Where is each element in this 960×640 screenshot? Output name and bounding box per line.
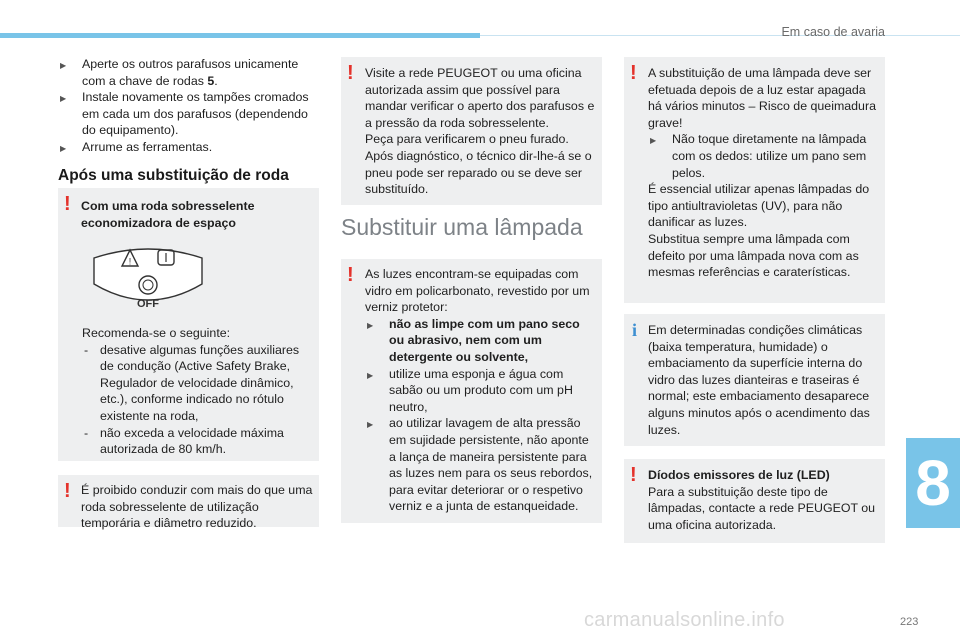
warning-icon: ! — [64, 193, 71, 215]
svg-text:!: ! — [128, 256, 132, 267]
bullet-item: ▶ não as limpe com um pano seco ou abrasivo, nem com um detergente ou solvente, — [365, 316, 595, 366]
warning-title: Díodos emissores de luz (LED) — [648, 468, 830, 482]
warning-box-replacement — [624, 57, 885, 303]
warning-box-led — [624, 459, 885, 543]
warning-title: Com uma roda sobresselente economizadora de espaço — [81, 199, 255, 230]
dashboard-button-illustration — [86, 244, 210, 314]
off-label: OFF — [137, 298, 159, 310]
bullet-item: ▶ utilize uma esponja e água com sabão ou um produto com um pH neutro, — [365, 366, 595, 416]
warning-box-lamp-glass — [341, 259, 602, 523]
column-1 — [58, 56, 320, 184]
warning-text: Visite a rede PEUGEOT ou uma oficina autorizada assim que possível para mandar verificar o aperto dos parafusos e a pressão da roda sobresselente. — [365, 66, 595, 130]
warning-box-dealer — [341, 57, 602, 205]
warning-box-spare-wheel — [58, 188, 319, 461]
warning-text: Substitua sempre uma lâmpada com defeito por uma lâmpada nova com as mesmas referências e caraterísticas. — [648, 231, 859, 280]
bullet-item: ▶ Aperte os outros parafusos unicamente com a chave de rodas 5. — [58, 56, 320, 89]
warning-text: Peça para verificarem o pneu furado. Após diagnóstico, o técnico dir-lhe-á se o pneu pode ser reparado ou se deve ser substituído. — [365, 132, 592, 197]
warning-box-prohibition — [58, 475, 319, 531]
bullet-item: ▶ Não toque diretamente na lâmpada com os dedos: utilize um pano sem pelos. — [648, 131, 880, 181]
info-box-condensation — [624, 314, 885, 446]
info-icon: i — [632, 320, 638, 340]
warning-icon: ! — [630, 62, 637, 84]
info-text: Em determinadas condições climáticas (baixa temperatura, humidade) o embaciamento da superfície interna do vidro das luzes dianteiras e traseiras é normal; este embaciamento desaparece alguns minutos após o acendimento das luzes. — [648, 323, 870, 437]
warning-intro: As luzes encontram-se equipadas com vidro em policarbonato, revestido por um verniz protetor: — [365, 267, 590, 315]
header-accent-bar — [0, 33, 480, 38]
section-heading: Após uma substituição de roda — [58, 166, 289, 184]
warning-icon: ! — [64, 480, 71, 502]
bullet-item: ▶ Arrume as ferramentas. — [58, 139, 320, 156]
warning-icon: ! — [347, 62, 354, 84]
warning-icon: ! — [630, 464, 637, 486]
list-item: - desative algumas funções auxiliares de condução (Active Safety Brake, Regulador de velocidade dinâmico, etc.), conforme indicado no rótulo existente na roda, — [82, 342, 306, 425]
warning-text: Para a substituição deste tipo de lâmpadas, contacte a rede PEUGEOT ou uma oficina autorizada. — [648, 484, 876, 532]
bullet-item: ▶ ao utilizar lavagem de alta pressão em sujidade persistente, não aponte a lança de maneira persistente para as luzes nem para os seus rebordos, para evitar deterioraг or o respetivo verniz e a junta de estanqueidade. — [365, 415, 595, 515]
page-number: 223 — [900, 616, 919, 628]
warning-icon: ! — [347, 264, 354, 286]
bullet-item: ▶ Instale novamente os tampões cromados em cada um dos parafusos (dependendo do equipamento). — [58, 89, 320, 139]
warning-intro: A substituição de uma lâmpada deve ser efetuada depois de a luz estar apagada há vários minutos – Risco de queimadura grave! — [648, 66, 876, 130]
watermark: carmanualsonline.info — [584, 609, 785, 631]
warning-text: É proibido conduzir com mais do que uma roda sobresselente de utilização temporária e diâmetro reduzido. — [81, 483, 313, 531]
chapter-title: Em caso de avaria — [781, 25, 885, 39]
section-title: Substituir uma lâmpada — [341, 214, 583, 240]
chapter-tab: 8 — [906, 438, 960, 528]
warning-intro: Recomenda-se o seguinte: — [82, 326, 231, 340]
list-item: - não exceda a velocidade máxima autorizada de 80 km/h. — [82, 425, 306, 458]
warning-text: É essencial utilizar apenas lâmpadas do tipo antiultravioletas (UV), para não danificar as luzes. — [648, 182, 870, 230]
